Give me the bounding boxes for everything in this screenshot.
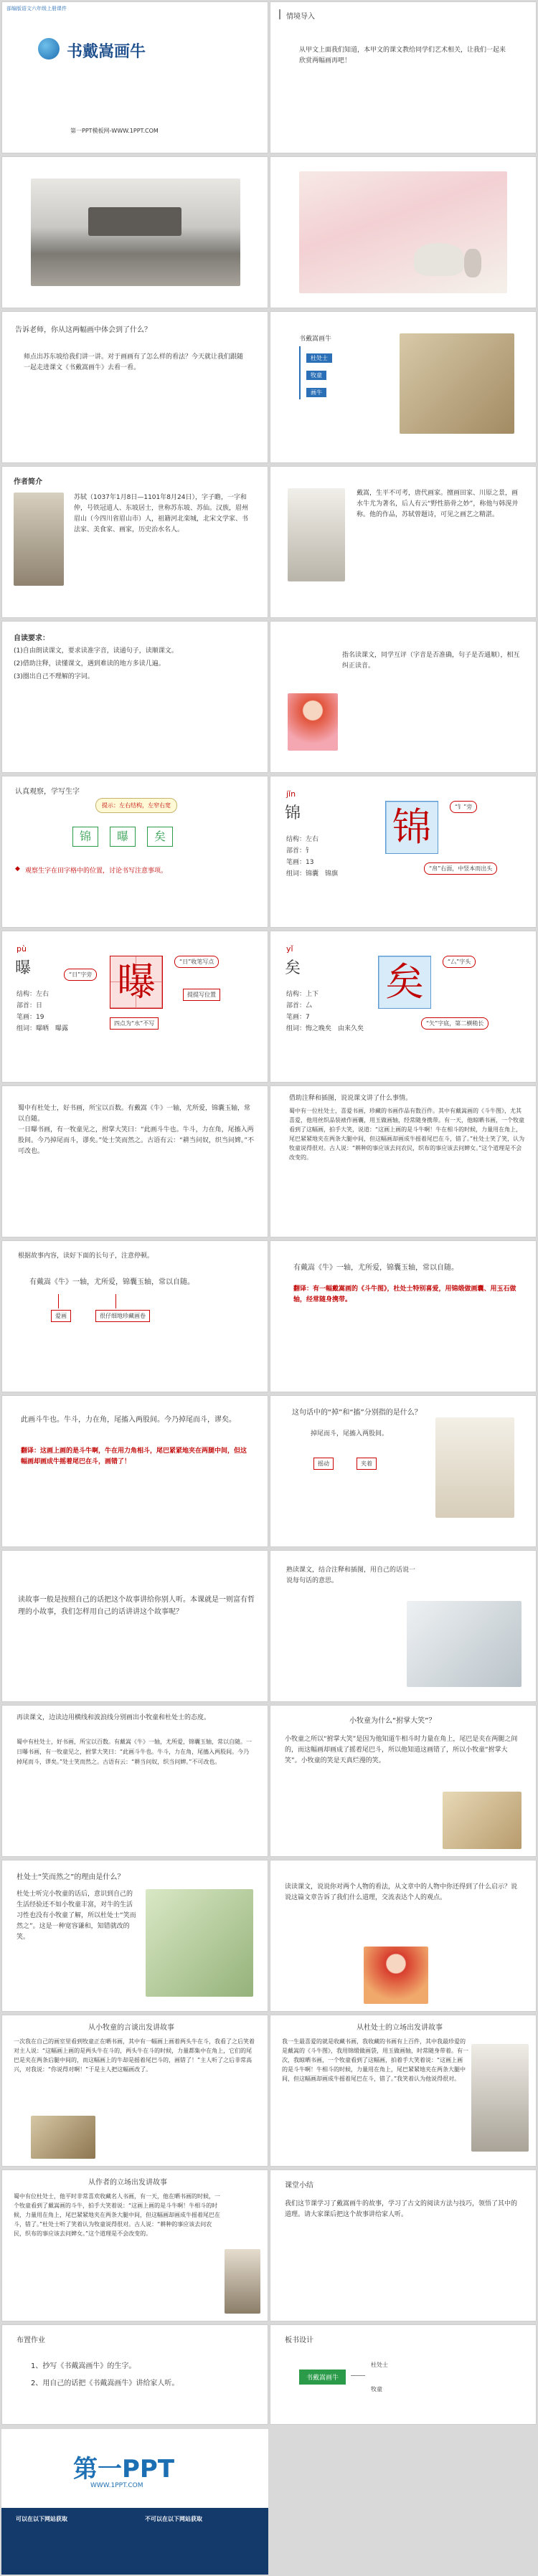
pinyin-pu: pù (16, 944, 27, 954)
slide-char-jin (270, 776, 537, 928)
boy-on-ox-image (31, 2116, 95, 2159)
why-laugh-title: 小牧童为什么“拊掌大笑”？ (349, 1717, 436, 1725)
slide-discussion (270, 1860, 537, 2012)
attitudes-story: 蜀中有杜处士，好书画，所宝以百数。有戴嵩《牛》一轴，尤所爱，锦囊玉轴，常以自随。一日曝书画，有一牧童见之，拊掌大笑曰：“此画斗牛也。牛斗，力在角，尾搐入两股间。今乃掉尾而斗，谬矣。”处士笑而然之。古语有云：“耕当问奴，织当问婢。”不可改也。 (16, 1739, 252, 1765)
tag-yi-1: “厶”字头 (443, 956, 476, 968)
summary-title: 借助注释和插图，说说课文讲了什么事情。 (289, 1095, 412, 1102)
title-bar (279, 9, 280, 19)
info-jin-1: 结构：左右 (286, 836, 319, 843)
author-view-title: 从作者的立场出发讲故事 (88, 2179, 167, 2187)
slide-homework (1, 2324, 268, 2425)
long-sentence-tip: 根据故事内容，读好下面的长句子，注意停顿。 (18, 1253, 154, 1260)
slide-title-map (270, 311, 537, 463)
shepherd-view-text: 一次我在自己的画室里看到牧童正在晒书画，其中有一幅画上画着两头牛在斗，我看了之后笑着对主人说：“这幅画上画的是两头牛在斗的，两头牛在斗的时候，力量都集中在角上，它们的尾巴是夹在两条后腿中间的，而这幅画上的牛却是摇着尾巴斗的，画错了！”主人听了之后非常高兴，对我说：“你说得对啊！”于是主人把这幅画改了。 (14, 2038, 255, 2073)
bridge-icon (88, 207, 181, 236)
retell-practice-text: 熟读课文，结合注释和插图，用自己的话说一说每句话的意思。 (286, 1567, 416, 1584)
why-agree-title: 杜处士“笑而然之”的理由是什么？ (16, 1873, 125, 1881)
slide-retell-intro (1, 1550, 268, 1702)
slide-char-yi (270, 931, 537, 1083)
info-yi-3: 笔画：7 (286, 1014, 310, 1021)
footer-right-title: 不可以在以下网站获取 (145, 2516, 202, 2522)
info-pu-3: 笔画：19 (16, 1014, 44, 1021)
slide-read-aloud (270, 621, 537, 773)
tag-jin-1: “钅”旁 (450, 801, 477, 813)
why-laugh-text: 小牧童之所以“拊掌大笑”是因为他知道牛相斗时力量在角上，尾巴是夹在两腿之间的，而这幅画却画成了摇着尾巴斗，所以他知道这画错了，所以小牧童“拊掌大笑”。小牧童的笑是天真烂漫的笑。 (285, 1736, 518, 1764)
info-yi-1: 结构：上下 (286, 991, 319, 998)
info-yi-4: 组词：悔之晚矣 由来久矣 (286, 1025, 364, 1032)
label-shake: 摇动 (313, 1458, 334, 1470)
slide-author (1, 466, 268, 618)
sentence-1: 有戴嵩《牛》一轴，尤所爱，锦囊玉轴，常以自随。 (293, 1264, 458, 1272)
slide-author-view (1, 2169, 268, 2321)
slide-scholar-view (270, 2015, 537, 2167)
board-branch-1: 杜处士 (371, 2362, 388, 2368)
site-label: 第一PPT模板网-WWW.1PPT.COM (70, 128, 159, 134)
translation-1: 翻译：有一幅戴嵩画的《斗牛图》，杜处士特别喜爱，用锦缎做画囊、用玉石做轴，经常随身携带。 (293, 1285, 516, 1303)
info-yi-2: 部首：厶 (286, 1002, 313, 1009)
big-char-jin: 锦 (385, 801, 438, 854)
diamond-icon: ◆ (15, 865, 20, 873)
blossom-painting-image (299, 171, 507, 293)
shepherd-view-title: 从小牧童的言谈出发讲故事 (88, 2024, 174, 2032)
sentence-2: 此画斗牛也。牛斗，力在角，尾搐入两股间。今乃掉尾而斗，谬矣。 (21, 1416, 236, 1424)
ox-sketch-image (435, 1417, 514, 1518)
homework-2: 2、用自己的话把《书戴嵩画牛》讲给家人听。 (31, 2380, 179, 2387)
long-sentence: 有戴嵩《牛》一轴，尤所爱，锦囊玉轴，常以自随。 (29, 1278, 194, 1286)
page-title: 书戴嵩画牛 (67, 42, 146, 61)
tag-pu-4: 四点为“水”不写 (110, 1017, 159, 1030)
summary-text: 蜀中有一位杜处士，喜爱书画，珍藏的书画作品有数百件。其中有戴嵩画的《斗牛图》，尤其喜爱，他用丝织品装裱作画囊，用玉做画轴，经常随身携带。有一天，他晾晒书画，一个牧童看到了这幅画，拍手大笑，说道：“这画上画的是斗牛啊！牛在相斗的时候，力量用在角上，尾巴紧紧地夹在两条大腿中间，但这幅画却画成牛摇着尾巴在斗，错了。”杜处士笑了笑，认为牧童说得很对。古人说：“耕种的事应该去问农民，织布的事应该去问婢女。”这个道理是不会改变的。 (289, 1108, 525, 1161)
word-question: 这句话中的“掉”和“搐”分别指的是什么？ (292, 1409, 422, 1417)
read-aloud-text: 指名读课文，同学互评（字音是否准确，句子是否通顺），相互纠正读音。 (342, 652, 520, 670)
hanzi-jin: 锦 (285, 804, 301, 822)
slide-intro (270, 1, 537, 153)
char-box-2: 曝 (110, 827, 136, 847)
scholar-view-text: 我一生最喜爱的就是收藏书画，我收藏的书画有上百件，其中我最珍爱的是戴嵩的《斗牛图》，我用锦缎做画袋，用玉做画轴，时常随身带着。有一次，我晾晒书画，一个牧童看到了这幅画，拍着手大笑着说：“这画上画的是斗牛啊！牛相斗的时候，力量用在角上，尾巴紧紧地夹在两条大腿中间，但这幅画却画成牛摇着尾巴在斗，错了。”我笑着认为他说得很对。 (282, 2038, 468, 2082)
tag-pu-3: 提提写位置 (183, 989, 220, 1001)
slide-why-laugh (270, 1705, 537, 1857)
hanzi-pu: 曝 (15, 959, 32, 977)
ox-icon (414, 243, 464, 276)
author-view-text: 蜀中有位杜处士，他平时非常喜欢收藏名人书画，有一天，他在晒书画的时候，一个牧童看到了戴嵩画的斗牛，拍手大笑着说：“这画上画的是斗牛啊！牛相斗的时候，力量用在角上，尾巴紧紧地夹在两条大腿中间，但这幅画却画成牛摇着尾巴在斗，错了。”杜处士听了笑着认为牧童说得很对。古人说：“耕种的事应该去问农民，织布的事应该去问婢女。”这个道理是不会改变的。 (14, 2193, 220, 2237)
lead-text: 师点出苏东坡给我们讲一讲。对于画画有了怎么样的看法？今天就让我们跟随一起走进课文《书戴嵩画牛》去看一看。 (24, 353, 244, 371)
tag-pu-1: “日”字旁 (64, 969, 97, 981)
slide-attitudes (1, 1705, 268, 1857)
info-pu-2: 部首：日 (16, 1002, 43, 1009)
slide-painting-2 (270, 156, 537, 308)
info-jin-2: 部首：钅 (286, 847, 313, 855)
requirement-1: (1)自由朗读课文，要求读准字音，读通句子，读顺课文。 (14, 647, 178, 655)
slide-sentence-1 (270, 1240, 537, 1392)
homework-1: 1、抄写《书戴嵩画牛》的生字。 (31, 2362, 136, 2370)
slide-summary (270, 1085, 537, 1237)
slide-word-meaning (270, 1395, 537, 1547)
map-line (299, 346, 301, 399)
author-portrait-image (14, 493, 64, 586)
footer-site: WWW.1PPT.COM (90, 2482, 143, 2489)
painter-portrait-image (288, 488, 345, 581)
boy-ox-image (443, 1792, 522, 1849)
hint-bubble: 提示：左右结构，左窄右宽 (95, 798, 177, 813)
big-char-pu: 曝 (110, 956, 163, 1009)
discussion-text: 读读课文，说说你对两个人物的看法，从文章中的人物中你还得到了什么启示？说说这篇文章告诉了我们什么道理，交流表达个人的观点。 (285, 1883, 518, 1901)
slide-reading-requirement (1, 621, 268, 773)
slide-why-agree (1, 1860, 268, 2012)
pointer-line-1 (58, 1294, 59, 1308)
intro-text: 从甲文上面我们知道，本甲文的课文教给同学们艺术相关，让我们一起来欣赏两幅画再吧！ (299, 47, 506, 65)
info-jin-4: 组词：锦囊 锦旗 (286, 870, 339, 878)
tag-pu-2: “日”收笔写点 (174, 956, 219, 968)
map-title: 书戴嵩画牛 (299, 336, 332, 343)
bridge-painting-image (31, 179, 240, 286)
scholar-figure-image (471, 2044, 529, 2152)
slide-shepherd-view (1, 2015, 268, 2167)
info-pu-4: 组词：曝晒 曝露 (16, 1025, 69, 1032)
slide-characters (1, 776, 268, 928)
word-sentence: 掉尾而斗，尾搐入两股间。 (311, 1430, 389, 1437)
header-label: 部编版语文六年级上册课件 (6, 6, 67, 11)
retell-intro-text: 读故事一般是按照自己的话把这个故事讲给你别人听。本课就是一则富有哲理的小故事，我们怎样用自己的话讲讲这个故事呢？ (18, 1596, 255, 1616)
question-text: 告诉老师，你从这两幅画中体会到了什么？ (15, 326, 151, 334)
map-item-2: 牧童 (306, 371, 326, 380)
story-text: 蜀中有杜处士，好书画，所宝以百数。有戴嵩《牛》一轴，尤所爱，锦囊玉轴，常以自随。 一日曝书画，有一牧童见之，拊掌大笑曰：“此画斗牛也。牛斗，力在角，尾搐入两股间。今乃掉尾而斗，谬矣。”处士笑而然之。古语有云：“耕当问奴，织当问婢。”不可改也。 (18, 1105, 254, 1155)
painter-text: 戴嵩，生平不可考，唐代画家。擅画田家、川原之景，画水牛尤为著名，后人有云“野性筋骨之妙”，称他与韩滉并称。他的作品，苏轼曾题诗，可见之画艺之精湛。 (357, 490, 519, 518)
info-jin-3: 笔画：13 (286, 859, 314, 866)
class-summary-text: 我们这节课学习了戴嵩画牛的故事，学习了古文的阅读方法与技巧，领悟了其中的道理。请大家课后把这个故事讲给家人听。 (285, 2200, 518, 2218)
reading-girl-image (288, 693, 338, 751)
map-item-1: 杜处士 (306, 353, 332, 363)
footer-logo: 第一PPT (73, 2455, 175, 2484)
footer-banner (1, 2429, 268, 2575)
su-shi-image (225, 2249, 260, 2314)
courtyard-image (146, 1889, 253, 1997)
pointer-line-2 (115, 1294, 116, 1308)
ox-painting-image (400, 333, 514, 434)
board-connector (351, 2375, 365, 2376)
why-agree-text: 杜处士听完小牧童的话后，意识到自己的生活经验还不如小牧童丰富，对牛的生活习性也没有小牧童了解，所以杜处士“笑而然之”。这是一种宽容谦和，知错就改的笑。 (16, 1891, 136, 1941)
slide-text (1, 1085, 268, 1237)
slide-sentence-2 (1, 1395, 268, 1547)
attitudes-task: 再读课文，边读边用横线和波浪线分别画出小牧童和杜处士的态度。 (16, 1714, 211, 1721)
slide-retell-practice (270, 1550, 537, 1702)
slide-painter (270, 466, 537, 618)
char-box-1: 锦 (72, 827, 98, 847)
label-clamp: 夹着 (357, 1458, 377, 1470)
globe-icon (38, 38, 60, 60)
class-summary-title: 课堂小结 (285, 2182, 313, 2190)
slide-char-pu (1, 931, 268, 1083)
tag-yi-2: “矢”字底，第二横稍长 (421, 1017, 489, 1030)
requirement-3: (3)圈出自己不理解的字词。 (14, 673, 94, 680)
translation-2: 翻译：这画上画的是斗牛啊，牛在用力角相斗，尾巴紧紧地夹在两腿中间，但这幅画却画成牛摇着尾巴在斗，画错了！ (21, 1448, 247, 1465)
scholar-image (407, 1601, 522, 1687)
tag-jin-2: “帛”右面，中竖本而出头 (424, 862, 497, 875)
info-pu-1: 结构：左右 (16, 991, 49, 998)
child-reading-image (364, 1947, 428, 2004)
label-care: 很仔细地珍藏画卷 (95, 1310, 150, 1322)
characters-title: 认真观察，学写生字 (15, 788, 80, 796)
board-center: 书戴嵩画牛 (299, 2370, 346, 2385)
author-title: 作者简介 (14, 478, 42, 486)
pinyin-jin: jǐn (286, 789, 296, 799)
board-branch-2: 牧童 (371, 2386, 382, 2392)
slide-class-summary (270, 2169, 537, 2321)
char-box-3: 矣 (147, 827, 173, 847)
slide-long-sentence (1, 1240, 268, 1392)
footer-left-title: 可以在以下网站获取 (16, 2516, 67, 2522)
hanzi-yi: 矣 (285, 959, 301, 977)
board-title: 板书设计 (285, 2337, 313, 2344)
map-item-3: 画牛 (306, 388, 326, 397)
label-love: 爱画 (51, 1310, 71, 1322)
section-title: 情境导入 (286, 13, 315, 21)
slide-painting-1 (1, 156, 268, 308)
slide-board-design (270, 2324, 537, 2425)
big-char-yi: 矣 (378, 956, 431, 1009)
characters-note: 观察生字在田字格中的位置，讨论书写注意事项。 (25, 868, 168, 875)
slide-cover (1, 1, 268, 153)
slide-question (1, 311, 268, 463)
pinyin-yi: yǐ (286, 944, 293, 954)
figure-icon (464, 249, 481, 277)
homework-title: 布置作业 (16, 2337, 45, 2344)
requirement-2: (2)借助注释，读懂课文，遇到难读的地方多读几遍。 (14, 660, 165, 667)
requirement-title: 自读要求： (14, 635, 49, 642)
scholar-view-title: 从杜处士的立场出发讲故事 (357, 2024, 443, 2032)
author-text: 苏轼（1037年1月8日—1101年8月24日），字子瞻，一字和仲，号铁冠道人、东坡居士，世称苏东坡、苏仙。汉族，眉州眉山（今四川省眉山市）人，祖籍河北栾城，北宋文学家、书法家、美食家、画家，历史治水名人。 (74, 494, 249, 533)
